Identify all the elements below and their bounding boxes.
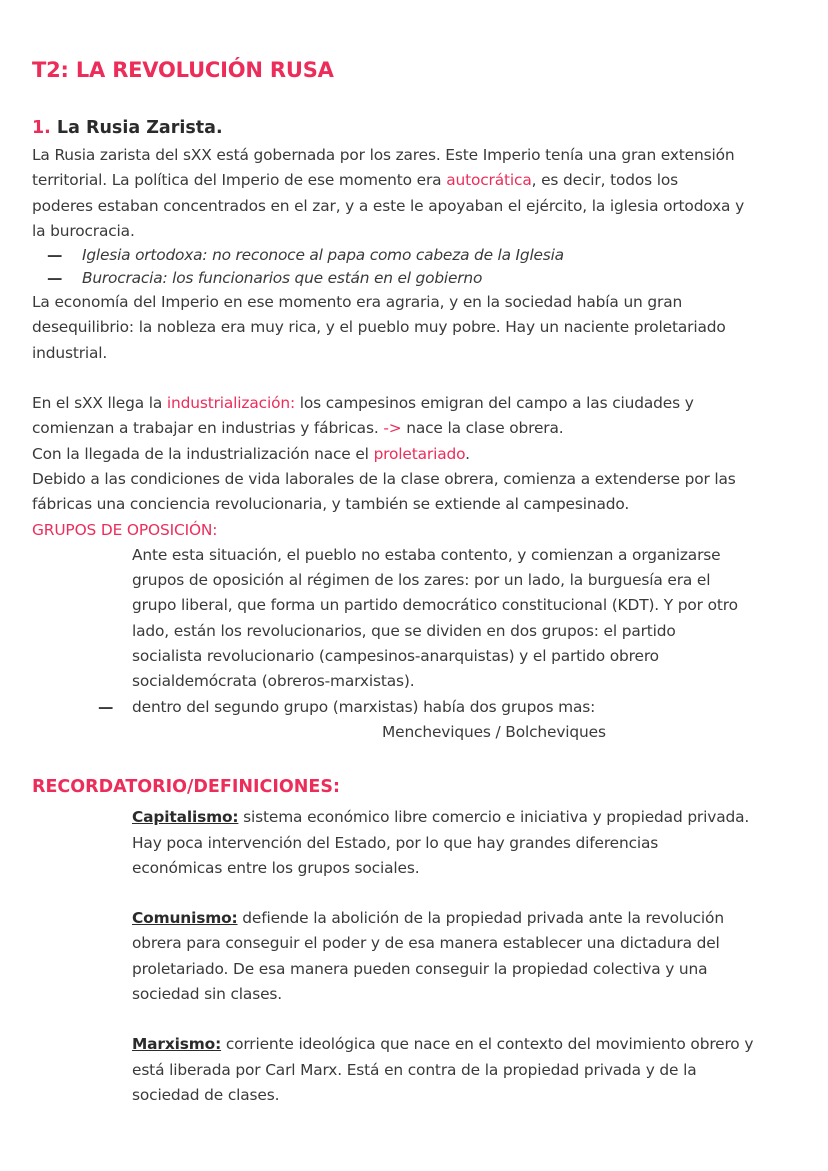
highlight-proletariado: proletariado <box>373 444 466 463</box>
highlight-industrializacion: industrialización: <box>166 394 295 413</box>
term-marxismo: Marxismo: <box>132 1035 222 1054</box>
text-line: sociedad sin clases. <box>132 985 283 1004</box>
text-line: industrial. <box>32 343 108 362</box>
text-line: nace la clase obrera. <box>401 419 564 438</box>
text-line: Con la llegada de la industrialización nace el <box>32 444 374 463</box>
text-line: la burocracia. <box>32 221 135 240</box>
text-line: comienzan a trabajar en industrias y fábricas. <box>32 419 384 438</box>
text-line: poderes estaban concentrados en el zar, y a este le apoyaban el ejército, la iglesia ortodoxa y <box>32 196 745 215</box>
text-line: proletariado. De esa manera pueden conseguir la propiedad colectiva y una <box>132 959 708 978</box>
text-line: lado, están los revolucionarios, que se dividen en dos grupos: el partido <box>132 621 676 640</box>
text-line: territorial. La política del Imperio de ese momento era <box>32 171 447 190</box>
text-line: sociedad de clases. <box>132 1085 280 1104</box>
text-line: fábricas una conciencia revolucionaria, y también se extiende al campesinado. <box>32 495 630 514</box>
text-line: económicas entre los grupos sociales. <box>132 858 420 877</box>
text-line: defiende la abolición de la propiedad privada ante la revolución <box>237 909 724 928</box>
list-item <box>32 244 798 267</box>
section-1-heading <box>32 116 798 140</box>
text-line: obrera para conseguir el poder y de esa manera establecer una dictadura del <box>132 934 720 953</box>
text-line: corriente ideológica que nace en el contexto del movimiento obrero y <box>221 1035 754 1054</box>
term-comunismo: Comunismo: <box>132 909 238 928</box>
definition-capitalismo <box>132 805 798 881</box>
text-line: Debido a las condiciones de vida laborales de la clase obrera, comienza a extenderse por las <box>32 469 736 488</box>
text-line: La economía del Imperio en ese momento era agraria, y en la sociedad había un gran <box>32 293 683 312</box>
page-title: T2: LA REVOLUCIÓN RUSA <box>32 58 334 82</box>
list-item <box>32 267 798 290</box>
definitions-block <box>32 805 798 1108</box>
document-page <box>32 56 798 1108</box>
opposition-subgroup <box>32 695 798 720</box>
dash-icon: — <box>98 697 114 716</box>
opposition-label: GRUPOS DE OPOSICIÓN: <box>32 520 218 539</box>
text-line: La Rusia zarista del sXX está gobernada por los zares. Este Imperio tenía una gran extensión <box>32 146 735 164</box>
section-2-heading: RECORDATORIO/DEFINICIONES: <box>32 777 340 798</box>
marxist-groups: Mencheviques / Bolcheviques <box>382 722 606 741</box>
highlight-autocratica: autocrática <box>446 171 532 190</box>
text-line: En el sXX llega la <box>32 394 167 413</box>
text-line: está liberada por Carl Marx. Está en contra de la propiedad privada y de la <box>132 1060 697 1079</box>
text-line: Ante esta situación, el pueblo no estaba contento, y comienzan a organizarse <box>132 545 721 564</box>
list-item-text: Burocracia: los funcionarios que están en el gobierno <box>82 269 483 288</box>
term-capitalismo: Capitalismo: <box>132 808 239 827</box>
paragraph-industrialization <box>32 391 798 517</box>
paragraph-economy <box>32 290 798 366</box>
section-number: 1. <box>32 118 51 138</box>
text-line: los campesinos emigran del campo a las ciudades y <box>294 394 694 413</box>
list-item-text: Iglesia ortodoxa: no reconoce al papa como cabeza de la Iglesia <box>82 246 564 265</box>
text-line: sistema económico libre comercio e iniciativa y propiedad privada. <box>238 808 750 827</box>
definition-comunismo <box>132 906 798 1007</box>
text-line: socialdemócrata (obreros-marxistas). <box>132 672 415 691</box>
text-line: grupos de oposición al régimen de los zares: por un lado, la burguesía era el <box>132 571 711 590</box>
text-line: , es decir, todos los <box>531 171 678 190</box>
text-line: dentro del segundo grupo (marxistas) había dos grupos mas: <box>132 697 596 716</box>
text-line: Hay poca intervención del Estado, por lo que hay grandes diferencias <box>132 833 659 852</box>
section-title: La Rusia Zarista. <box>56 118 223 138</box>
definitions-list <box>32 244 798 290</box>
arrow-icon: -> <box>383 419 402 438</box>
text-line: . <box>465 444 470 463</box>
dash-icon: — <box>47 269 63 288</box>
paragraph-opposition <box>32 543 798 695</box>
text-line: desequilibrio: la nobleza era muy rica, y el pueblo muy pobre. Hay un naciente proletariado <box>32 318 726 337</box>
paragraph-intro <box>32 143 798 244</box>
definition-marxismo <box>132 1032 798 1108</box>
text-line: grupo liberal, que forma un partido democrático constitucional (KDT). Y por otro <box>132 596 738 615</box>
text-line: socialista revolucionario (campesinos-anarquistas) y el partido obrero <box>132 647 659 666</box>
dash-icon: — <box>47 246 63 265</box>
